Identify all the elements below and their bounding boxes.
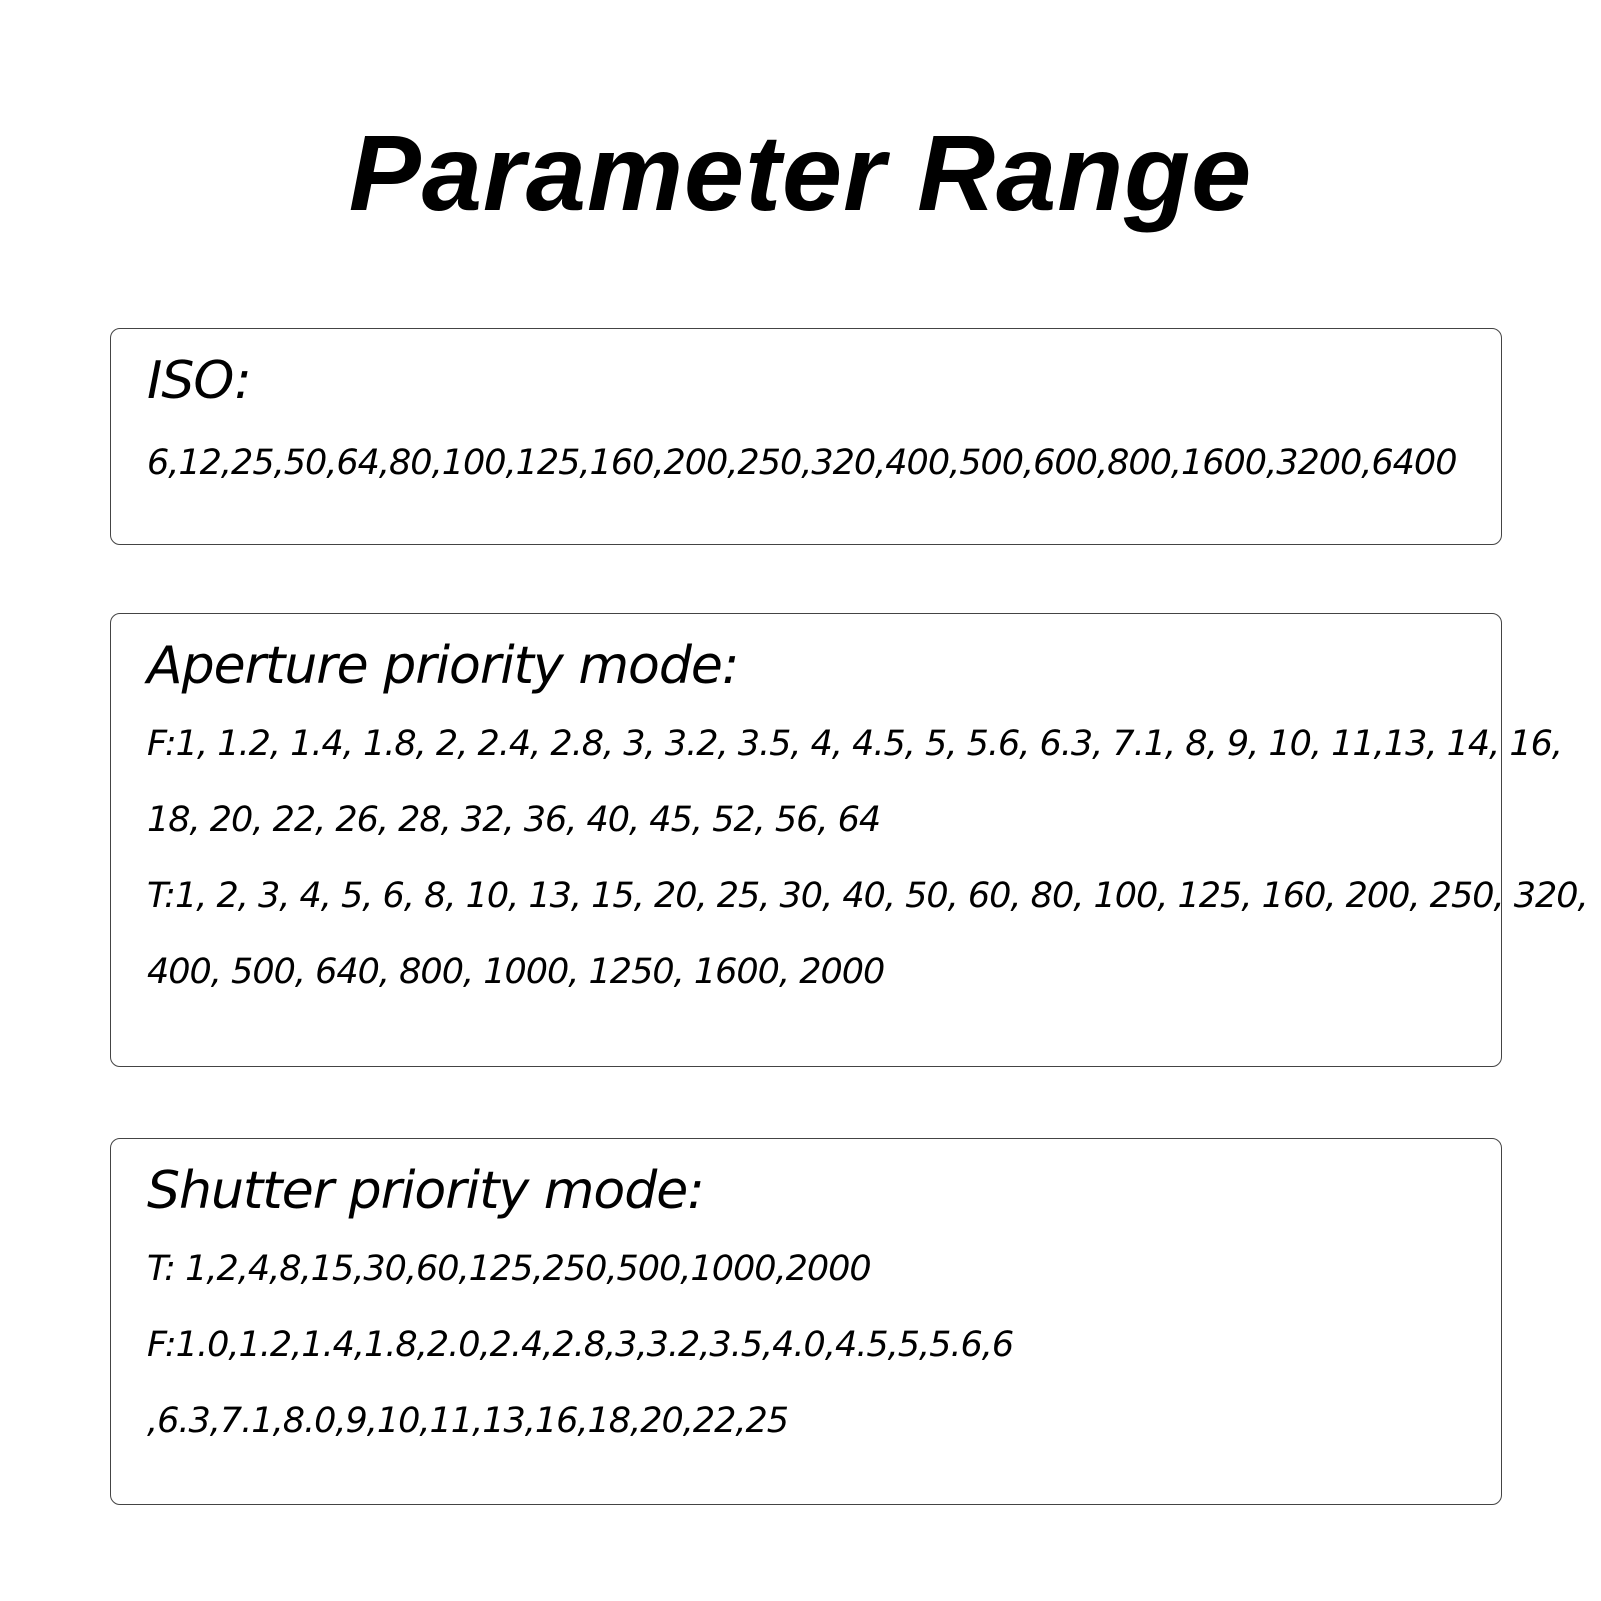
iso-panel bbox=[110, 328, 1502, 545]
aperture-priority-panel bbox=[110, 613, 1588, 1067]
aperture-t-values-line-2: 400, 500, 640, 800, 1000, 1250, 1600, 2000 bbox=[147, 952, 885, 992]
iso-heading: ISO: bbox=[147, 351, 251, 411]
shutter-priority-panel bbox=[110, 1138, 1502, 1505]
page-title: Parameter Range bbox=[348, 112, 1253, 233]
aperture-f-values-line-1: F:1, 1.2, 1.4, 1.8, 2, 2.4, 2.8, 3, 3.2, 3.5, 4, 4.5, 5, 5.6, 6.3, 7.1, 8, 9, 10, 11,13, 14, 16, bbox=[147, 724, 1563, 764]
shutter-f-values-line-1: F:1.0,1.2,1.4,1.8,2.0,2.4,2.8,3,3.2,3.5,4.0,4.5,5,5.6,6 bbox=[147, 1325, 1014, 1365]
aperture-priority-heading: Aperture priority mode: bbox=[147, 636, 739, 696]
shutter-f-values-line-2: ,6.3,7.1,8.0,9,10,11,13,16,18,20,22,25 bbox=[147, 1401, 789, 1441]
iso-values: 6,12,25,50,64,80,100,125,160,200,250,320,400,500,600,800,1600,3200,6400 bbox=[147, 443, 1457, 483]
aperture-f-values-line-2: 18, 20, 22, 26, 28, 32, 36, 40, 45, 52, 56, 64 bbox=[147, 800, 881, 840]
aperture-t-values-line-1: T:1, 2, 3, 4, 5, 6, 8, 10, 13, 15, 20, 25, 30, 40, 50, 60, 80, 100, 125, 160, 200, 250, 320, bbox=[147, 876, 1588, 916]
shutter-t-values: T: 1,2,4,8,15,30,60,125,250,500,1000,2000 bbox=[147, 1249, 871, 1289]
shutter-priority-heading: Shutter priority mode: bbox=[147, 1161, 704, 1221]
